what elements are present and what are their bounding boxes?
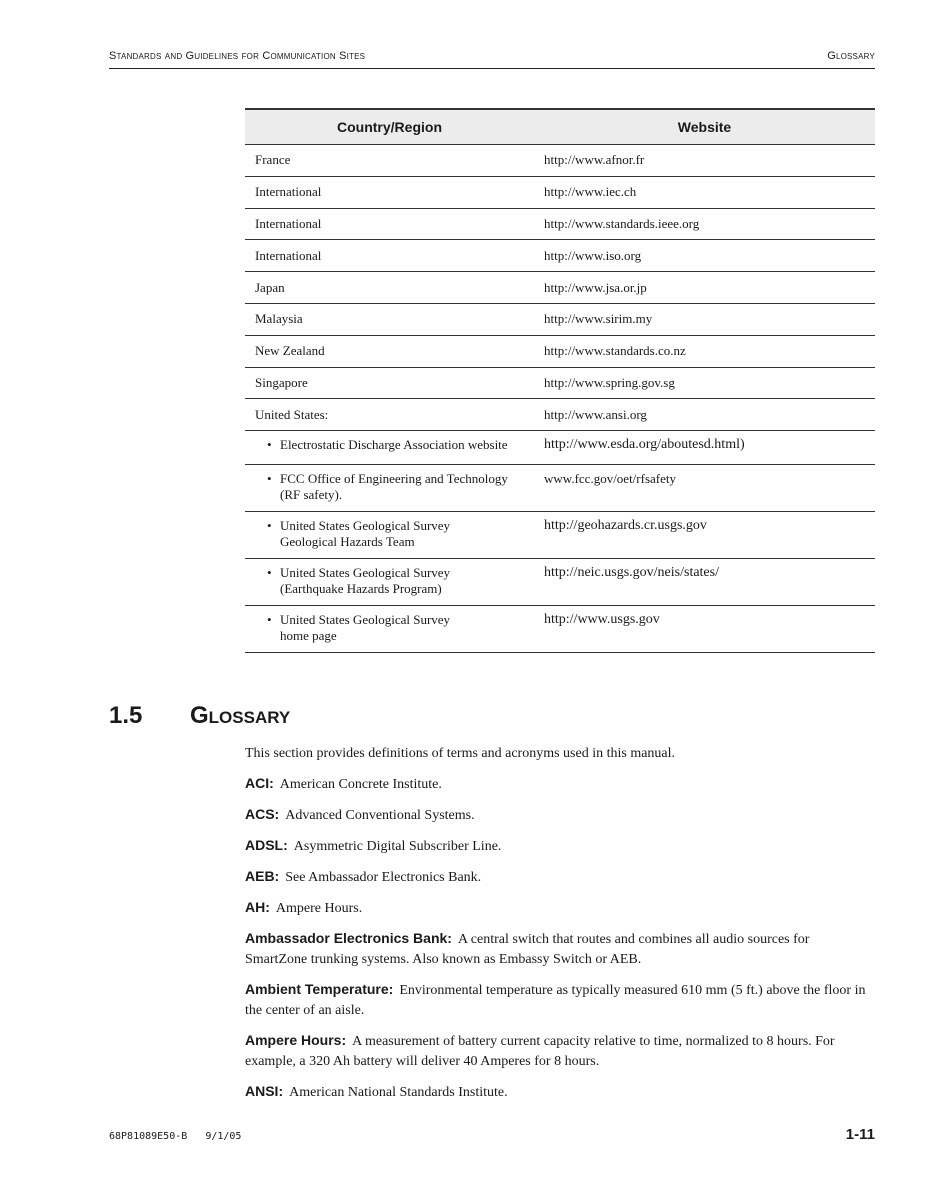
- website-link[interactable]: http://www.afnor.fr: [534, 145, 875, 177]
- agency-name: United States Geological Survey: [280, 518, 451, 534]
- country-cell: International: [245, 208, 534, 240]
- website-link[interactable]: http://www.ansi.org: [534, 399, 875, 431]
- glossary-entry: [245, 1081, 875, 1103]
- country-cell: France: [245, 145, 534, 177]
- bullet-icon: •: [267, 612, 272, 628]
- agency-name: United States Geological Survey: [280, 612, 451, 628]
- glossary-term: ACI:: [245, 775, 274, 791]
- agency-cell: [245, 431, 534, 465]
- website-link[interactable]: http://www.standards.ieee.org: [534, 208, 875, 240]
- glossary-entry: [245, 804, 875, 826]
- glossary-body: [245, 744, 875, 1112]
- website-link[interactable]: http://www.esda.org/aboutesd.html): [534, 431, 875, 465]
- country-cell: International: [245, 176, 534, 208]
- glossary-entry: [245, 979, 875, 1021]
- glossary-definition: American Concrete Institute.: [279, 777, 442, 792]
- website-link[interactable]: http://www.spring.gov.sg: [534, 367, 875, 399]
- agency-name-cont: Geological Hazards Team: [280, 534, 415, 550]
- website-link[interactable]: http://www.jsa.or.jp: [534, 272, 875, 304]
- glossary-term: Ambassador Electronics Bank:: [245, 930, 452, 946]
- running-footer: [109, 1126, 875, 1146]
- table-row: [245, 240, 875, 272]
- agency-cell: [245, 606, 534, 653]
- glossary-entry: [245, 835, 875, 857]
- table-row: [245, 367, 875, 399]
- table-header-row: [245, 109, 875, 145]
- table-row-us-agency: [245, 606, 875, 653]
- table-row-us-agency: [245, 431, 875, 465]
- glossary-definition: Environmental temperature as typically measured 610 mm (5 ft.) above the floor in the center of an aisle.: [245, 983, 866, 1018]
- glossary-entry: [245, 866, 875, 888]
- running-header: [109, 50, 875, 69]
- agency-cell: [245, 465, 534, 512]
- glossary-term: ANSI:: [245, 1083, 284, 1099]
- glossary-intro: This section provides definitions of terms and acronyms used in this manual.: [245, 746, 676, 761]
- website-link[interactable]: http://www.iec.ch: [534, 176, 875, 208]
- website-link[interactable]: http://www.sirim.my: [534, 303, 875, 335]
- bullet-icon: •: [267, 565, 272, 581]
- column-header-country: Country/Region: [245, 109, 534, 145]
- glossary-term: ACS:: [245, 806, 280, 822]
- agency-cell: [245, 512, 534, 559]
- glossary-entry: [245, 773, 875, 795]
- glossary-definition: American National Standards Institute.: [289, 1085, 508, 1100]
- table-row: [245, 272, 875, 304]
- table-row-us-agency: [245, 465, 875, 512]
- website-link[interactable]: http://www.standards.co.nz: [534, 335, 875, 367]
- bullet-icon: •: [267, 437, 272, 453]
- glossary-entry: [245, 928, 875, 970]
- table-row: [245, 399, 875, 431]
- glossary-definition: See Ambassador Electronics Bank.: [285, 870, 482, 885]
- agency-name-cont: home page: [280, 628, 337, 644]
- table-row: [245, 176, 875, 208]
- bullet-icon: •: [267, 471, 272, 487]
- agency-name-cont: (Earthquake Hazards Program): [280, 581, 442, 597]
- section-title: Glossary: [190, 702, 291, 729]
- section-number: 1.5: [109, 702, 143, 729]
- column-header-website: Website: [534, 109, 875, 145]
- agency-name-cont: (RF safety).: [280, 487, 343, 503]
- website-link[interactable]: http://www.iso.org: [534, 240, 875, 272]
- country-cell: New Zealand: [245, 335, 534, 367]
- header-title: Standards and Guidelines for Communication Sites: [109, 50, 366, 62]
- glossary-definition: Advanced Conventional Systems.: [285, 808, 475, 823]
- website-link[interactable]: http://www.usgs.gov: [534, 606, 875, 653]
- header-section: Glossary: [827, 50, 875, 62]
- agency-name: United States Geological Survey: [280, 565, 451, 581]
- glossary-term: ADSL:: [245, 837, 288, 853]
- website-link[interactable]: http://geohazards.cr.usgs.gov: [534, 512, 875, 559]
- table-row: [245, 208, 875, 240]
- website-link[interactable]: http://neic.usgs.gov/neis/states/: [534, 559, 875, 606]
- glossary-entry: [245, 1030, 875, 1072]
- document-id: 68P81089E50-B 9/1/05: [109, 1131, 242, 1142]
- table-row-us-agency: [245, 512, 875, 559]
- table-row: [245, 145, 875, 177]
- glossary-definition: Ampere Hours.: [275, 901, 363, 916]
- glossary-term: Ambient Temperature:: [245, 981, 394, 997]
- glossary-entry: [245, 897, 875, 919]
- agency-name: FCC Office of Engineering and Technology: [280, 471, 508, 487]
- country-cell: Singapore: [245, 367, 534, 399]
- bullet-icon: •: [267, 518, 272, 534]
- glossary-term: AEB:: [245, 868, 280, 884]
- glossary-term: AH:: [245, 899, 270, 915]
- country-cell: Malaysia: [245, 303, 534, 335]
- agency-name: Electrostatic Discharge Association website: [280, 437, 508, 453]
- website-link[interactable]: www.fcc.gov/oet/rfsafety: [534, 465, 875, 512]
- page-number: 1-11: [845, 1126, 875, 1143]
- agency-cell: [245, 559, 534, 606]
- country-cell: International: [245, 240, 534, 272]
- table-row: [245, 335, 875, 367]
- glossary-definition: A measurement of battery current capacity relative to time, normalized to 8 hours. For example, a 320 Ah battery will deliver 40 Amperes for 8 hours.: [245, 1034, 835, 1069]
- glossary-term: Ampere Hours:: [245, 1032, 347, 1048]
- table-row: [245, 303, 875, 335]
- glossary-definition: Asymmetric Digital Subscriber Line.: [293, 839, 502, 854]
- country-cell: Japan: [245, 272, 534, 304]
- standards-websites-table: [245, 108, 875, 653]
- glossary-definition: A central switch that routes and combines all audio sources for SmartZone trunking systems. Also known as Embassy Switch or AEB.: [245, 932, 810, 967]
- table-row-us-agency: [245, 559, 875, 606]
- country-cell: United States:: [245, 399, 534, 431]
